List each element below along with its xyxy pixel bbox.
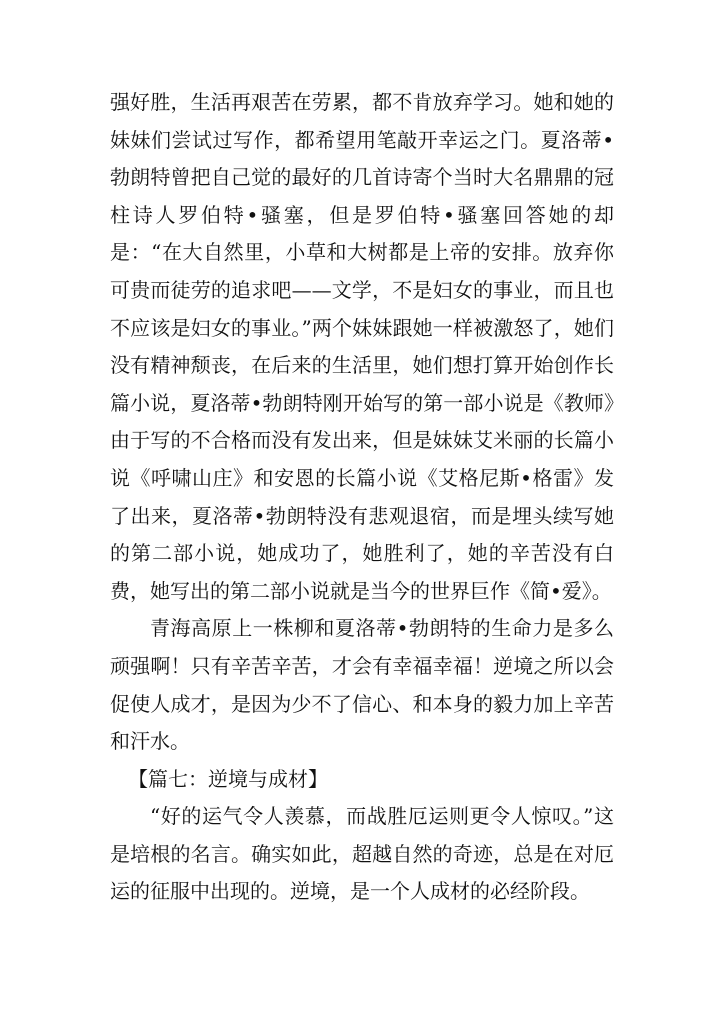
paragraph-intro: “好的运气令人羡慕，而战胜厄运则更令人惊叹。”这是培根的名言。确实如此，超越自然的奇迹，总是在对厄运的征服中出现的。逆境，是一个人成材的必经阶段。 (110, 804, 614, 904)
paragraph-continued: 强好胜，生活再艰苦在劳累，都不肯放弃学习。她和她的妹妹们尝试过写作，都希望用笔敲开幸运之门。夏洛蒂•勃朗特曾把自己觉的最好的几首诗寄个当时大名鼎鼎的冠柱诗人罗伯特•骚塞，但是罗伯特•骚塞回答她的却是：“在大自然里，小草和大树都是上帝的安排。放弃你可贵而徒劳的追求吧——文学，不是妇女的事业，而且也不应该是妇女的事业。”两个妹妹跟她一样被激怒了，她们没有精神颓丧，在后来的生活里，她们想打算开始创作长篇小说，夏洛蒂•勃朗特刚开始写的第一部小说是《教师》由于写的不合格而没有发出来，但是妹妹艾米丽的长篇小说《呼啸山庄》和安恩的长篇小说《艾格尼斯•格雷》发了出来，夏洛蒂•勃朗特没有悲观退宿，而是埋头续写她的第二部小说，她成功了，她胜利了，她的辛苦没有白费，她写出的第二部小说就是当今的世界巨作《简•爱》。 (110, 90, 614, 603)
section-heading: 【篇七：逆境与成材】 (128, 766, 328, 791)
paragraph-summary: 青海高原上一株柳和夏洛蒂•勃朗特的生命力是多么顽强啊！只有辛苦辛苦，才会有幸福幸福！逆境之所以会促使人成才，是因为少不了信心、和本身的毅力加上辛苦和汗水。 (110, 616, 614, 754)
document-body (110, 84, 614, 911)
